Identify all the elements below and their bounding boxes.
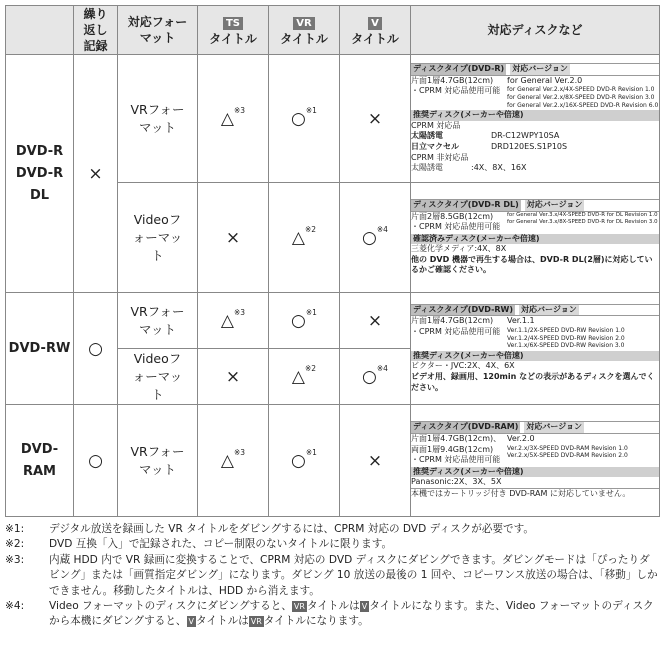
dvdram-ver1: Ver.2.0 — [507, 434, 535, 444]
dvdram-type-block — [411, 434, 659, 466]
dvdr-maker2-name: 日立マクセル — [411, 141, 459, 151]
vr-inline-badge-2: VR — [250, 617, 262, 627]
dvdr-dl-name: DVD-R DL — [15, 165, 64, 203]
dvdrw-video-v — [340, 349, 411, 405]
dvdrw-type-block — [411, 316, 659, 349]
dvdr-video-v-note: ※4 — [376, 224, 388, 234]
footnote-4-part-c: タイトルになります。また、Video フォーマットのディスクから本機にダビングすると、 — [49, 600, 654, 628]
dvdr-dl-type-title: ディスクタイプ(DVD-R DL) — [413, 199, 519, 209]
vr-title-header — [269, 6, 340, 55]
footnote-4-part-b: タイトルは — [306, 600, 360, 613]
footnote-3 — [5, 553, 659, 599]
v-inline-badge-2: V — [188, 617, 194, 627]
disc-compat-table — [5, 5, 660, 517]
dvdram-vr-ts-mark: △ — [220, 450, 234, 471]
dvdram-panasonic: Panasonic:2X、3X、5X — [411, 477, 502, 487]
dvdrw-vr-vr — [269, 293, 340, 349]
dvdrw-vr-v: × — [340, 293, 411, 349]
dvdram-type-header — [411, 421, 659, 434]
format-header: 対応フォーマット — [118, 6, 198, 55]
v-badge: V — [368, 17, 382, 30]
dvdr-dl-mitsubishi: 三菱化学メディア:4X、8X — [411, 244, 507, 254]
dvdr-ver1: for General Ver.2.0 — [507, 75, 583, 85]
dvdr-maker2 — [411, 142, 659, 153]
disc-header — [6, 6, 74, 55]
dvdram-vr-ts-note: ※3 — [234, 447, 246, 457]
vr-badge: VR — [293, 17, 314, 30]
dvdrw-vr-vr-note: ※1 — [305, 307, 317, 317]
dvdrw-video-v-mark: ○ — [362, 366, 377, 387]
dvdrw-victor: ビクター・JVC:2X、4X、6X — [411, 361, 515, 371]
dvdram-info — [411, 405, 660, 517]
vr-title-label: タイトル — [280, 31, 328, 46]
dvdram-recommended-title: 推奨ディスク(メーカーや倍速) — [411, 467, 659, 478]
footnote-3-text: 内蔵 HDD 内で VR 録画に変換することで、CPRM 対応の DVD ディスクにダビングできます。ダビングモードは「ぴったりダビング」または「画質指定ダビング」になります。ダビング 10 放送の最後の 1 回や、コピーワンス放送の場合は、「移動」しかできません。移動したタイトルは、HDD から消えます。 — [49, 553, 658, 597]
ts-title-header — [198, 6, 269, 55]
dvdram-ver3: Ver.2.x/5X-SPEED DVD-RAM Revision 2.0 — [507, 452, 628, 460]
dvdrw-vr-vr-mark: ○ — [291, 310, 306, 331]
dvdram-version-title: 対応バージョン — [526, 422, 583, 432]
footnote-4-key: ※4: — [5, 600, 25, 613]
dvdrw-ver1: Ver.1.1 — [507, 316, 535, 326]
dvdr-name: DVD-R — [15, 143, 64, 159]
dvdrw-version-title: 対応バージョン — [521, 304, 577, 314]
dvdr-vr-v: × — [340, 55, 411, 183]
footnotes — [5, 522, 659, 630]
dvdr-maker2-model: DRD120ES.S1P10S — [491, 141, 568, 151]
dvdram-vr-vr-mark: ○ — [291, 450, 306, 471]
dvdr-video-ts: × — [198, 183, 269, 293]
dvdr-name-cell — [6, 55, 74, 293]
dvdrw-ver2: Ver.1.1/2X-SPEED DVD-RW Revision 1.0 — [507, 327, 625, 335]
dvdrw-name: DVD-RW — [6, 293, 74, 405]
dvdr-type-title: ディスクタイプ(DVD-R) — [413, 64, 505, 74]
footnote-2-key: ※2: — [5, 538, 25, 551]
dvdrw-type-header — [411, 304, 659, 317]
dvdr-maker1-name: 太陽誘電 — [411, 131, 443, 141]
dvdrw-type-title: ディスクタイプ(DVD-RW) — [413, 304, 514, 314]
dvdrw-vr-format: VRフォーマット — [118, 293, 198, 349]
dvdr-vr-vr-mark: ○ — [291, 108, 306, 129]
dvdrw-video-ts: × — [198, 349, 269, 405]
footnote-4-part-e: タイトルになります。 — [263, 615, 369, 628]
dvdr-vr-vr-note: ※1 — [305, 105, 317, 115]
footnote-4-text — [49, 599, 659, 630]
dvdr-dl-info — [411, 183, 660, 293]
dvdr-vr-format: VRフォーマット — [118, 55, 198, 183]
dvdr-vr-ts — [198, 55, 269, 183]
dvdr-dl-type-block — [411, 212, 659, 233]
dvdrw-vr-ts — [198, 293, 269, 349]
dvdr-type2: ・CPRM 対応品使用可能 — [411, 86, 501, 96]
dvdrw-vr-ts-note: ※3 — [234, 307, 246, 317]
header-row — [6, 6, 660, 55]
dvdr-dl-warning: 他の DVD 機器で再生する場合は、DVD-R DL(2層)に対応しているかご確認ください。 — [411, 254, 653, 275]
dvdr-type1: 片面1層4.7GB(12cm) — [411, 75, 494, 85]
dvdr-rewrite: × — [74, 55, 118, 293]
dvdr-dl-type2: ・CPRM 対応品使用可能 — [411, 222, 501, 232]
dvdr-type-header — [411, 63, 659, 76]
dvdr-video-v-mark: ○ — [362, 227, 377, 248]
dvdram-name: DVD-RAM — [6, 405, 74, 517]
dvdrw-video-format: Videoフォーマット — [118, 349, 198, 405]
footnote-4-part-d: タイトルは — [196, 615, 249, 628]
footnote-4 — [5, 599, 659, 630]
dvdrw-ver4: Ver.1.x/6X-SPEED DVD-RW Revision 3.0 — [507, 342, 625, 350]
footnote-4-part-a: Video フォーマットのディスクにダビングすると、 — [49, 600, 292, 613]
vr-inline-badge: VR — [293, 602, 305, 612]
dvdr-video-format: Videoフォーマット — [118, 183, 198, 293]
footnote-2-text: DVD 互換「入」で記録された、コピー制限のないタイトルに限ります。 — [49, 538, 393, 551]
dvdr-type-block — [411, 76, 659, 109]
dvdr-video-vr-note: ※2 — [305, 224, 317, 234]
dvdr-maker3 — [411, 163, 659, 174]
footnote-1-key: ※1: — [5, 523, 25, 535]
dvdr-vr-info — [411, 55, 660, 183]
dvdr-noncprm-label: CPRM 非対応品 — [411, 152, 469, 162]
dvdr-cprm-label: CPRM 対応品 — [411, 120, 461, 130]
dvdr-vr-ts-mark: △ — [220, 108, 234, 129]
dvdr-vr-vr — [269, 55, 340, 183]
dvdr-dl-version-title: 対応バージョン — [526, 199, 583, 209]
discs-header: 対応ディスクなど — [411, 6, 660, 55]
dvdram-vr-ts — [198, 405, 269, 517]
dvdrw-type1: 片面1層4.7GB(12cm) — [411, 316, 494, 326]
dvdram-vr-v: × — [340, 405, 411, 517]
dvdrw-recommended-title: 推奨ディスク(メーカーや倍速) — [411, 351, 659, 362]
dvdr-video-vr-mark: △ — [291, 227, 305, 248]
dvdram-type3: ・CPRM 対応品使用可能 — [411, 455, 501, 465]
dvdr-maker3-name: 太陽誘電 — [411, 163, 443, 173]
dvdr-recommended-title: 推奨ディスク(メーカーや倍速) — [411, 110, 659, 121]
dvdr-ver3: for General Ver.2.x/8X-SPEED DVD-R Revision 3.0 — [507, 94, 655, 102]
dvdrw-vr-ts-mark: △ — [220, 310, 234, 331]
dvdrw-video-vr-mark: △ — [291, 366, 305, 387]
footnote-2 — [5, 537, 659, 552]
footnote-3-key: ※3: — [5, 553, 25, 566]
dvdr-maker1 — [411, 131, 659, 142]
rewrite-header: 繰り返し記録 — [74, 6, 118, 55]
dvdram-type2: 両面1層9.4GB(12cm) — [411, 444, 494, 454]
dvdr-video-v — [340, 183, 411, 293]
dvdrw-video-vr-note: ※2 — [305, 363, 317, 373]
v-inline-badge: V — [361, 602, 368, 612]
dvdr-dl-ver1: for General Ver.3.x/4X-SPEED DVD-R for DL Revision 1.0 — [507, 211, 658, 218]
dvdrw-info — [411, 293, 660, 405]
dvdram-vr-format: VRフォーマット — [118, 405, 198, 517]
dvdram-cartridge-note: 本機ではカートリッジ付き DVD-RAM に対応していません。 — [411, 488, 659, 500]
dvdr-maker1-model: DR-C12WPY10SA — [491, 131, 560, 141]
dvdrw-warning: ビデオ用、録画用、120min などの表示があるディスクを選んでください。 — [411, 371, 655, 392]
dvdr-video-vr — [269, 183, 340, 293]
dvdrw-vr-row — [6, 293, 660, 349]
dvdr-version-title: 対応バージョン — [512, 64, 568, 74]
dvdr-dl-type-header — [411, 199, 659, 212]
dvdrw-video-vr — [269, 349, 340, 405]
dvdr-dl-type1: 片面2層8.5GB(12cm) — [411, 211, 494, 221]
v-title-header — [340, 6, 411, 55]
dvdram-vr-vr — [269, 405, 340, 517]
dvdr-ver2: for General Ver.2.x/4X-SPEED DVD-R Revision 1.0 — [507, 86, 655, 94]
dvdr-dl-confirmed-title: 確認済みディスク(メーカーや倍速) — [411, 234, 659, 245]
ts-title-label: タイトル — [209, 31, 257, 46]
dvdrw-video-v-note: ※4 — [376, 363, 388, 373]
dvdr-maker3-speeds: :4X、8X、16X — [471, 163, 527, 173]
dvdr-vr-row — [6, 55, 660, 183]
dvdr-vr-ts-note: ※3 — [234, 105, 246, 115]
dvdram-type1: 片面1層4.7GB(12cm)、 — [411, 434, 502, 444]
dvdrw-rewrite: ○ — [74, 293, 118, 405]
v-title-label: タイトル — [351, 31, 399, 46]
dvdram-rewrite: ○ — [74, 405, 118, 517]
footnote-1-text: デジタル放送を録画した VR タイトルをダビングするには、CPRM 対応の DVD ディスクが必要です。 — [49, 523, 534, 535]
dvdram-row — [6, 405, 660, 517]
dvdrw-type2: ・CPRM 対応品使用可能 — [411, 327, 501, 337]
dvdr-dl-ver2: for General Ver.3.x/8X-SPEED DVD-R for DL Revision 3.0 — [507, 219, 658, 226]
dvdrw-ver3: Ver.1.2/4X-SPEED DVD-RW Revision 2.0 — [507, 334, 625, 342]
dvdr-ver4: for General Ver.2.x/16X-SPEED DVD-R Revision 6.0 — [507, 101, 659, 109]
dvdram-type-title: ディスクタイプ(DVD-RAM) — [413, 422, 519, 432]
footnote-1 — [5, 522, 659, 537]
dvdram-vr-vr-note: ※1 — [305, 447, 317, 457]
ts-badge: TS — [223, 17, 243, 30]
dvdram-ver2: Ver.2.x/3X-SPEED DVD-RAM Revision 1.0 — [507, 444, 628, 452]
